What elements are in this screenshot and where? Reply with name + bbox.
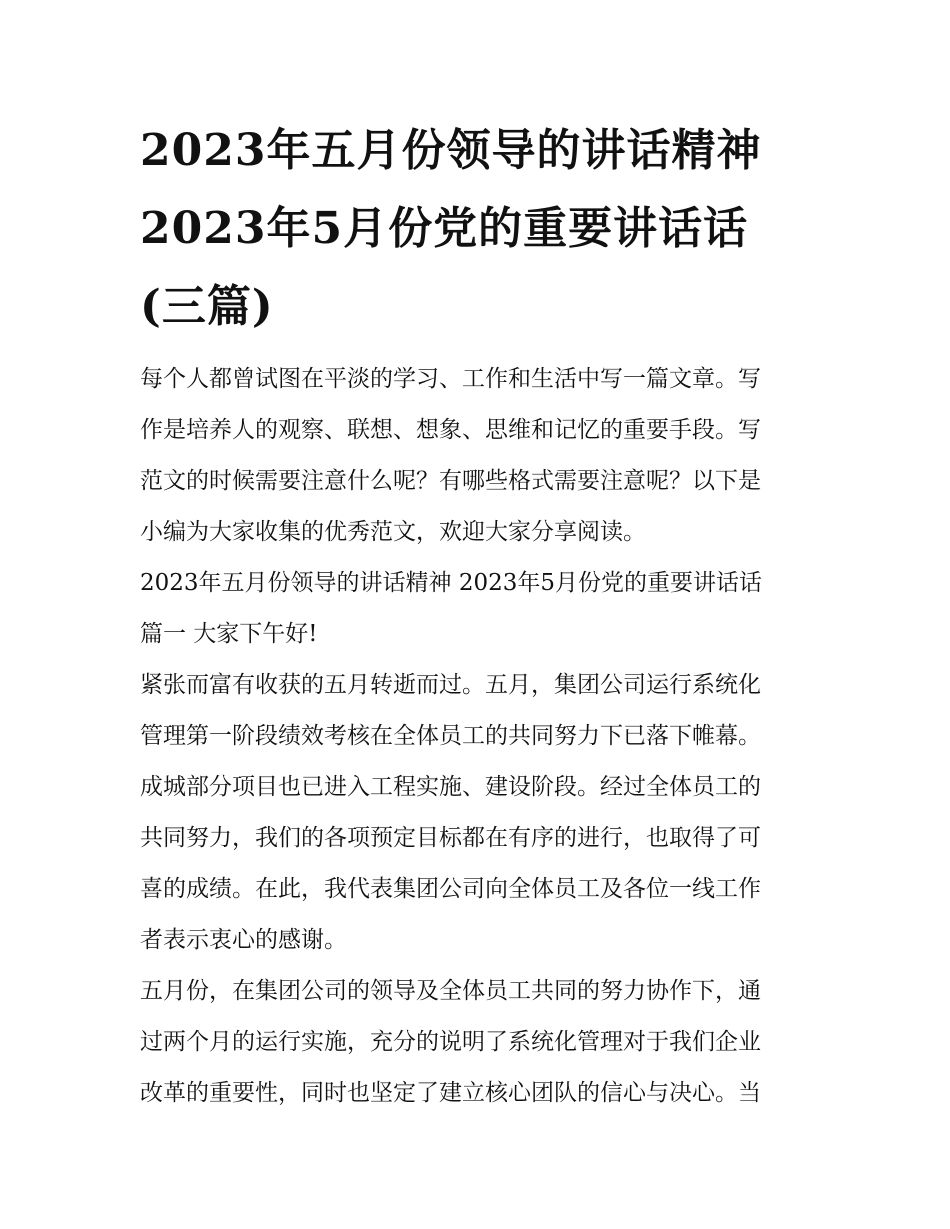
text-line: 紧张而富有收获的五月转逝而过。五月，集团公司运行系统化 (140, 672, 761, 698)
text-line: 过两个月的运行实施，充分的说明了系统化管理对于我们企业 (140, 1029, 761, 1055)
title-line: (三篇) (140, 281, 274, 332)
document-page (140, 112, 812, 1119)
text-line: 管理第一阶段绩效考核在全体员工的共同努力下已落下帷幕。 (140, 723, 761, 749)
text-line: 者表示衷心的感谢。 (140, 927, 347, 953)
document-title (140, 112, 812, 346)
text-line: 成城部分项目也已进入工程实施、建设阶段。经过全体员工的 (140, 774, 761, 800)
body-paragraph (140, 966, 812, 1119)
text-line: 小编为大家收集的优秀范文，欢迎大家分享阅读。 (140, 519, 646, 545)
text-line: 2023年五月份领导的讲话精神 2023年5月份党的重要讲话话 (140, 570, 763, 596)
intro-paragraph (140, 354, 812, 558)
section-heading-paragraph (140, 558, 812, 660)
text-line: 每个人都曾试图在平淡的学习、工作和生活中写一篇文章。写 (140, 366, 761, 392)
text-line: 范文的时候需要注意什么呢？有哪些格式需要注意呢？以下是 (140, 468, 761, 494)
body-paragraph (140, 660, 812, 966)
text-line: 五月份，在集团公司的领导及全体员工共同的努力协作下，通 (140, 978, 761, 1004)
text-line: 作是培养人的观察、联想、想象、思维和记忆的重要手段。写 (140, 417, 761, 443)
title-line: 2023年5月份党的重要讲话话 (140, 203, 749, 254)
document-body (140, 354, 812, 1119)
text-line: 共同努力，我们的各项预定目标都在有序的进行，也取得了可 (140, 825, 761, 851)
text-line: 喜的成绩。在此，我代表集团公司向全体员工及各位一线工作 (140, 876, 761, 902)
title-line: 2023年五月份领导的讲话精神 (140, 125, 762, 176)
text-line: 篇一 大家下午好! (140, 621, 318, 647)
text-line: 改革的重要性，同时也坚定了建立核心团队的信心与决心。当 (140, 1080, 761, 1106)
